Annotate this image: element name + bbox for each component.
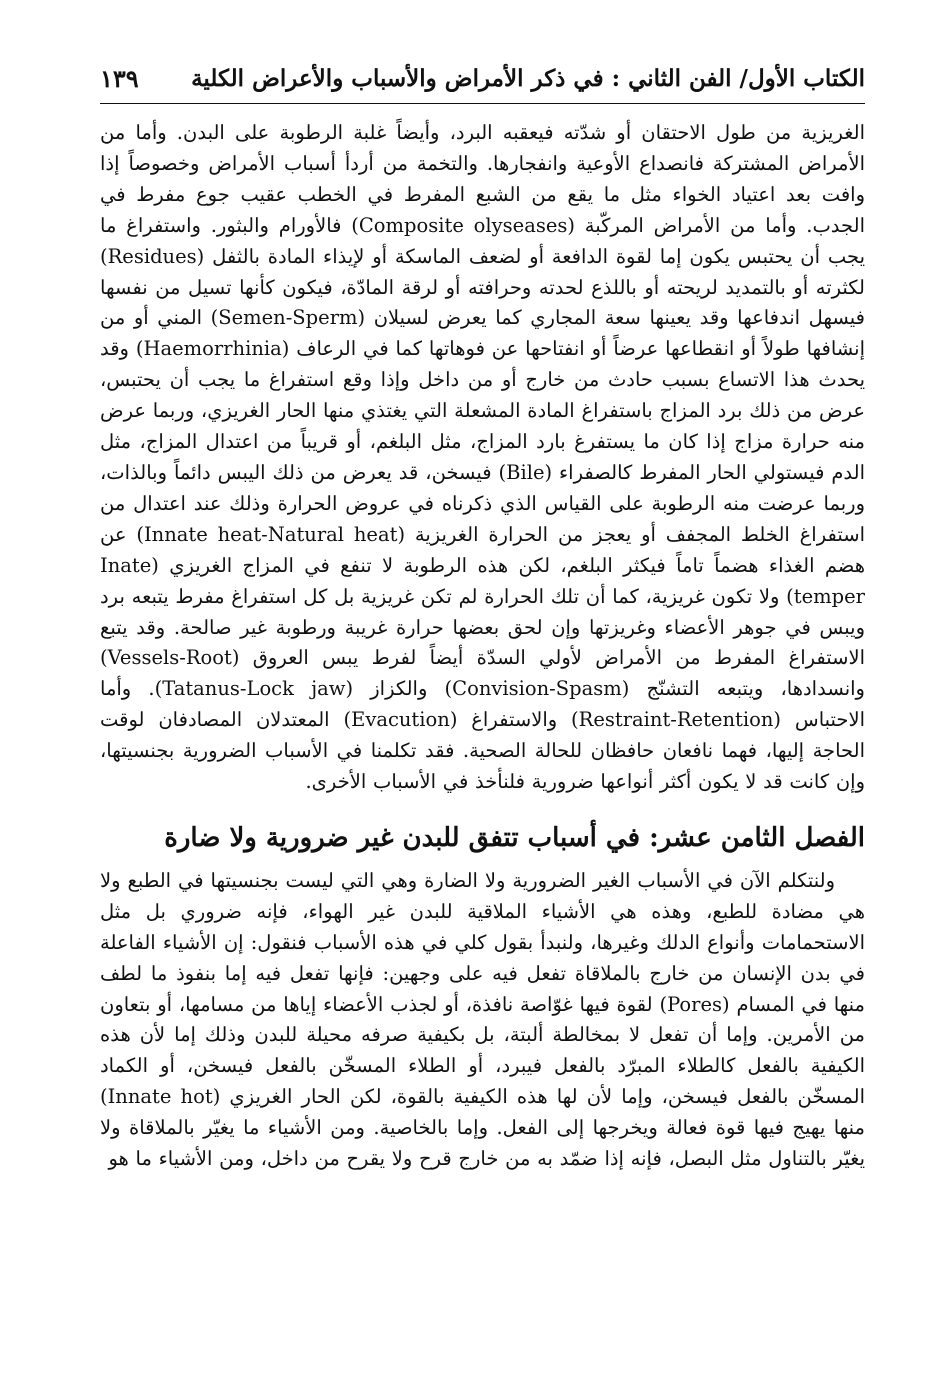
paragraph-continued: الغريزية من طول الاحتقان أو شدّته فيعقبه البرد، وأيضاً غلبة الرطوبة على البدن. وأما من الأمراض المشتركة فانصداع الأوعية وانفجارها. والتخمة من أردأ أسباب الأمراض وخصوصاً إذا وافت بعد اعتياد الخواء مثل ما يقع من الشبع المفرط في الخطب عقيب جوع مفرط في الجدب. وأما من الأمراض المركّبة (Composite olyseases) فالأورام والبثور. واستفراغ ما يجب أن يحتبس يكون إما لقوة الدافعة أو لضعف الماسكة أو لإيذاء المادة بالثفل (Residues) لكثرته أو بالتمديد لريحته أو باللذع لحدته وحرافته أو لرقة المادّة، فيكون كأنها تسيل من نفسها فيسهل اندفاعها وقد يعينها سعة المجاري كما يعرض لسيلان (Semen-Sperm) المني أو من إنشافها طولاً أو انقطاعها عرضاً أو انفتاحها عن فوهاتها كما في الرعاف (Haemorrhinia) وقد يحدث هذا الاتساع بسبب حادث من خارج أو من داخل وإذا وقع استفراغ ما يجب أن يحتبس، عرض من ذلك برد المزاج باستفراغ المادة المشعلة التي يغتذي منها الحار الغريزي، وربما عرض منه حرارة مزاج إذا كان ما يستفرغ بارد المزاج، مثل البلغم، أو قريباً من اعتدال المزاج، مثل الدم فيستولي الحار المفرط كالصفراء (Bile) فيسخن، قد يعرض من ذلك اليبس دائماً وبالذات، وربما عرضت منه الرطوبة على القياس الذي ذكرناه في عروض الحرارة وذلك عند اعتدال من استفراغ الخلط المجفف أو يعجز من الحرارة الغريزية (Innate heat-Natural heat) عن هضم الغذاء هضماً تاماً فيكثر البلغم، لكن هذه الرطوبة لا تنفع في المزاج الغريزي (Inate temper) ولا تكون غريزية، كما أن تلك الحرارة لم تكن غريزية بل كل استفراغ مفرط يتبعه برد ويبس في جوهر الأعضاء وغريزتها وإن لحق بعضها حرارة غريبة ورطوبة غير صالحة. وقد يتبع الاستفراغ المفرط من الأمراض لأولي السدّة أيضاً لفرط يبس العروق (Vessels-Root) وانسدادها، ويتبعه التشنّج (Convision-Spasm) والكزاز (Tatanus-Lock jaw). وأما الاحتباس (Restraint-Retention) والاستفراغ (Evacution) المعتدلان المصادفان لوقت الحاجة إليها، فهما نافعان حافظان للحالة الصحية. فقد تكلمنا في الأسباب الضرورية بجنسيتها، وإن كانت قد لا يكون أكثر أنواعها ضرورية فلنأخذ في الأسباب الأخرى. — [100, 121, 865, 794]
paragraph-section-start: ولنتكلم الآن في الأسباب الغير الضرورية ولا الضارة وهي التي ليست بجنسيتها في الطبع ولا هي مضادة للطبع، وهذه هي الأشياء الملاقية للبدن غير الهواء، فإنه ضروري بل مثل الاستحمامات وأنواع الدلك وغيرها، ولنبدأ بقول كلي في هذه الأسباب فنقول: إن الأشياء الفاعلة في بدن الإنسان من خارج بالملاقاة تفعل فيه على وجهين: فإنها تفعل فيه إما بنفوذ ما لطف منها في المسام (Pores) لقوة فيها غوّاصة نافذة، أو لجذب الأعضاء إياها من مسامها، أو بتعاون من الأمرين. وإما أن تفعل لا بمخالطة ألبتة، بل بكيفية صرفه محيلة للبدن وذلك إما لأن هذه الكيفية بالفعل كالطلاء المبرّد بالفعل فيبرد، أو الطلاء المسخّن بالفعل فيسخن، أو الكماد المسخّن بالفعل فيسخن، وإما لأن لها هذه الكيفية بالقوة، لكن الحار الغريزي (Innate hot) منها يهيج فيها قوة فعالة ويخرجها إلى الفعل. وإما بالخاصية. ومن الأشياء ما يغيّر بالملاقاة ولا يغيّر بالتناول مثل البصل، فإنه إذا ضمّد به من خارج قرح ولا يقرح من داخل، ومن الأشياء ما هو — [100, 868, 866, 1171]
section-heading: الفصل الثامن عشر: في أسباب تتفق للبدن غير ضرورية ولا ضارة — [164, 822, 865, 853]
header-divider — [100, 103, 865, 104]
running-header — [100, 58, 865, 98]
page-number: ١٣٩ — [100, 63, 139, 93]
body-text — [100, 118, 865, 1175]
running-header-title: الكتاب الأول/ الفن الثاني : في ذكر الأمراض والأسباب والأعراض الكلية — [191, 64, 865, 92]
